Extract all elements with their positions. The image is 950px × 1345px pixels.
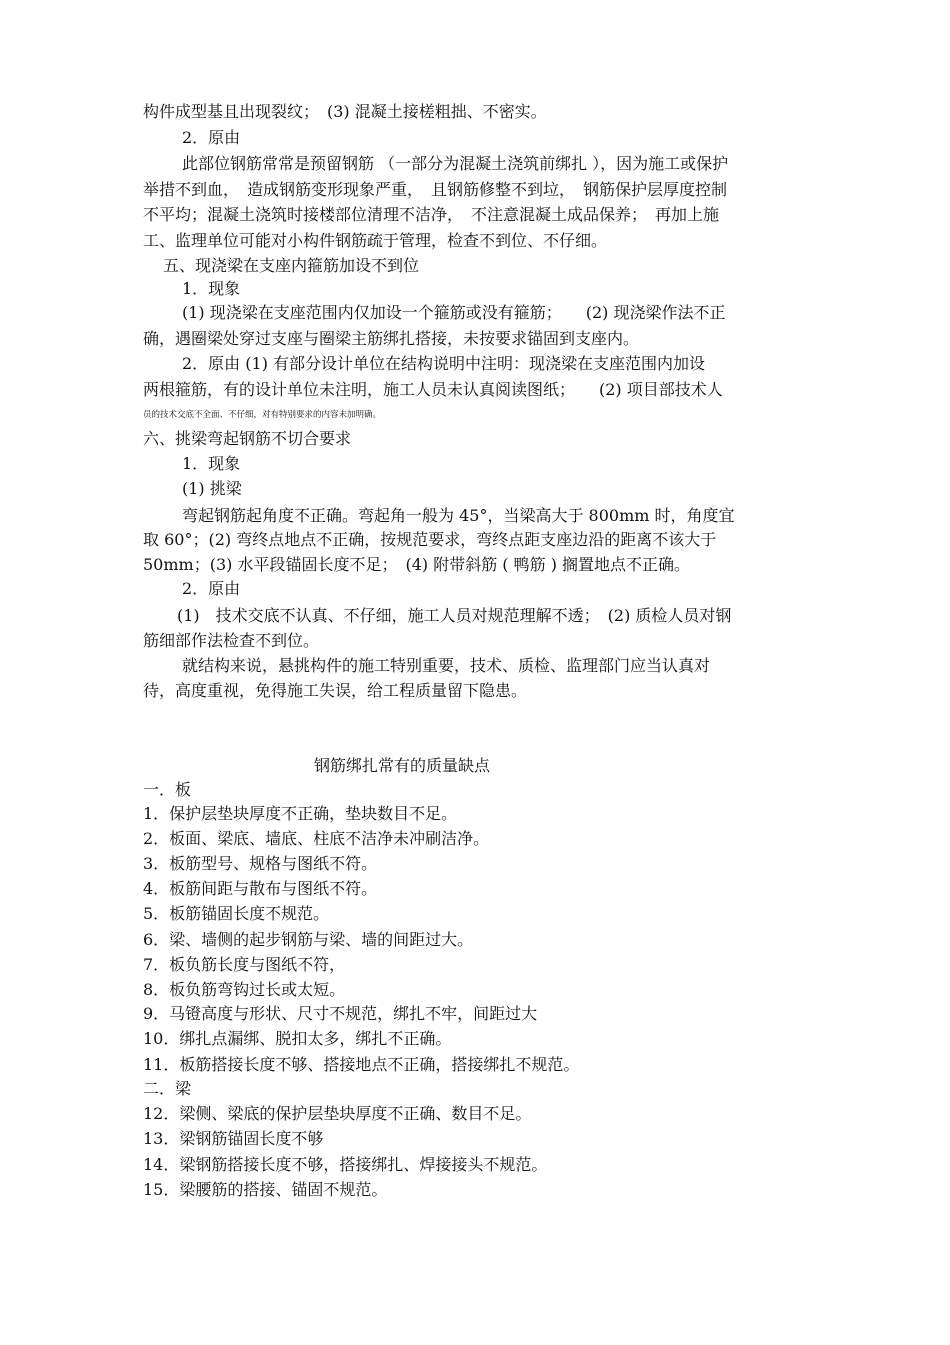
text-line: 此部位钢筋常常是预留钢筋 （一部分为混凝土浇筑前绑扎 ），因为施工或保护 <box>182 154 729 173</box>
section-heading: 二．梁 <box>143 1079 192 1098</box>
list-item: 3．板筋型号、规格与图纸不符。 <box>143 854 378 873</box>
text-line: 确，遇圈梁处穿过支座与圈梁主筋绑扎搭接，未按要求锚固到支座内。 <box>143 329 640 348</box>
text-line: 50mm；(3) 水平段锚固长度不足； (4) 附带斜筋 ( 鸭筋 ) 搁置地点不正确。 <box>143 555 691 574</box>
list-item: 5．板筋锚固长度不规范。 <box>143 904 330 923</box>
list-item: 8．板负筋弯钩过长或太短。 <box>143 980 346 999</box>
text-line: (1) 现浇梁在支座范围内仅加设一个箍筋或没有箍筋； (2) 现浇梁作法不正 <box>182 303 726 322</box>
text-line: 构件成型基且出现裂纹； (3) 混凝土接槎粗拙、不密实。 <box>143 102 547 121</box>
list-item: 15．梁腰筋的搭接、锚固不规范。 <box>143 1180 388 1199</box>
text-line: 工、监理单位可能对小构件钢筋疏于管理，检查不到位、不仔细。 <box>143 231 608 250</box>
text-line: 1．现象 <box>182 454 241 473</box>
list-item: 11．板筋搭接长度不够、搭接地点不正确，搭接绑扎不规范。 <box>143 1055 580 1074</box>
list-item: 14．梁钢筋搭接长度不够，搭接绑扎、焊接接头不规范。 <box>143 1155 548 1174</box>
text-line: 就结构来说，悬挑构件的施工特别重要，技术、质检、监理部门应当认真对 <box>182 656 711 675</box>
text-line: 2．原由 <box>182 128 241 147</box>
section-heading: 六、挑梁弯起钢筋不切合要求 <box>143 429 352 448</box>
list-item: 12．梁侧、梁底的保护层垫块厚度不正确、数目不足。 <box>143 1104 532 1123</box>
list-item: 4．板筋间距与散布与图纸不符。 <box>143 879 378 898</box>
text-line-small: 员的技术交底不全面、不仔细，对有特别要求的内容未加明确。 <box>143 410 382 420</box>
section-heading: 五、现浇梁在支座内箍筋加设不到位 <box>163 256 420 275</box>
list-item: 9．马镫高度与形状、尺寸不规范，绑扎不牢，间距过大 <box>143 1004 538 1023</box>
text-line: 1．现象 <box>182 279 241 298</box>
text-line: 2．原由 (1) 有部分设计单位在结构说明中注明：现浇梁在支座范围内加设 <box>182 354 706 373</box>
section-heading: 一．板 <box>143 780 192 799</box>
list-item: 1．保护层垫块厚度不正确，垫块数目不足。 <box>143 804 458 823</box>
list-item: 10．绑扎点漏绑、脱扣太多，绑扎不正确。 <box>143 1029 452 1048</box>
text-line: 2．原由 <box>182 579 241 598</box>
text-line: 举措不到血， 造成钢筋变形现象严重， 且钢筋修整不到垃， 钢筋保护层厚度控制 <box>143 180 728 199</box>
text-line: 弯起钢筋起角度不正确。弯起角一般为 45°，当梁高大于 800mm 时，角度宜 <box>182 506 735 525</box>
list-item: 13．梁钢筋锚固长度不够 <box>143 1129 324 1148</box>
list-item: 6．梁、墙侧的起步钢筋与梁、墙的间距过大。 <box>143 930 474 949</box>
text-line: 取 60°；(2) 弯终点地点不正确，按规范要求，弯终点距支座边沿的距离不该大于 <box>143 530 717 549</box>
text-line: 不平均；混凝土浇筑时接楼部位清理不洁净， 不注意混凝土成品保养； 再加上施 <box>143 205 720 224</box>
page-title: 钢筋绑扎常有的质量缺点 <box>314 756 491 775</box>
text-line: 两根箍筋，有的设计单位未注明，施工人员未认真阅读图纸； (2) 项目部技术人 <box>143 380 723 399</box>
list-item: 2．板面、梁底、墙底、柱底不洁净未冲刷洁净。 <box>143 829 490 848</box>
text-line: (1) 挑梁 <box>182 479 242 498</box>
text-line: 待，高度重视，免得施工失误，给工程质量留下隐患。 <box>143 681 528 700</box>
text-line: 筋细部作法检查不到位。 <box>143 631 320 650</box>
text-line: (1) 技术交底不认真、不仔细，施工人员对规范理解不透； (2) 质检人员对钢 <box>177 606 732 625</box>
list-item: 7．板负筋长度与图纸不符， <box>143 955 346 974</box>
